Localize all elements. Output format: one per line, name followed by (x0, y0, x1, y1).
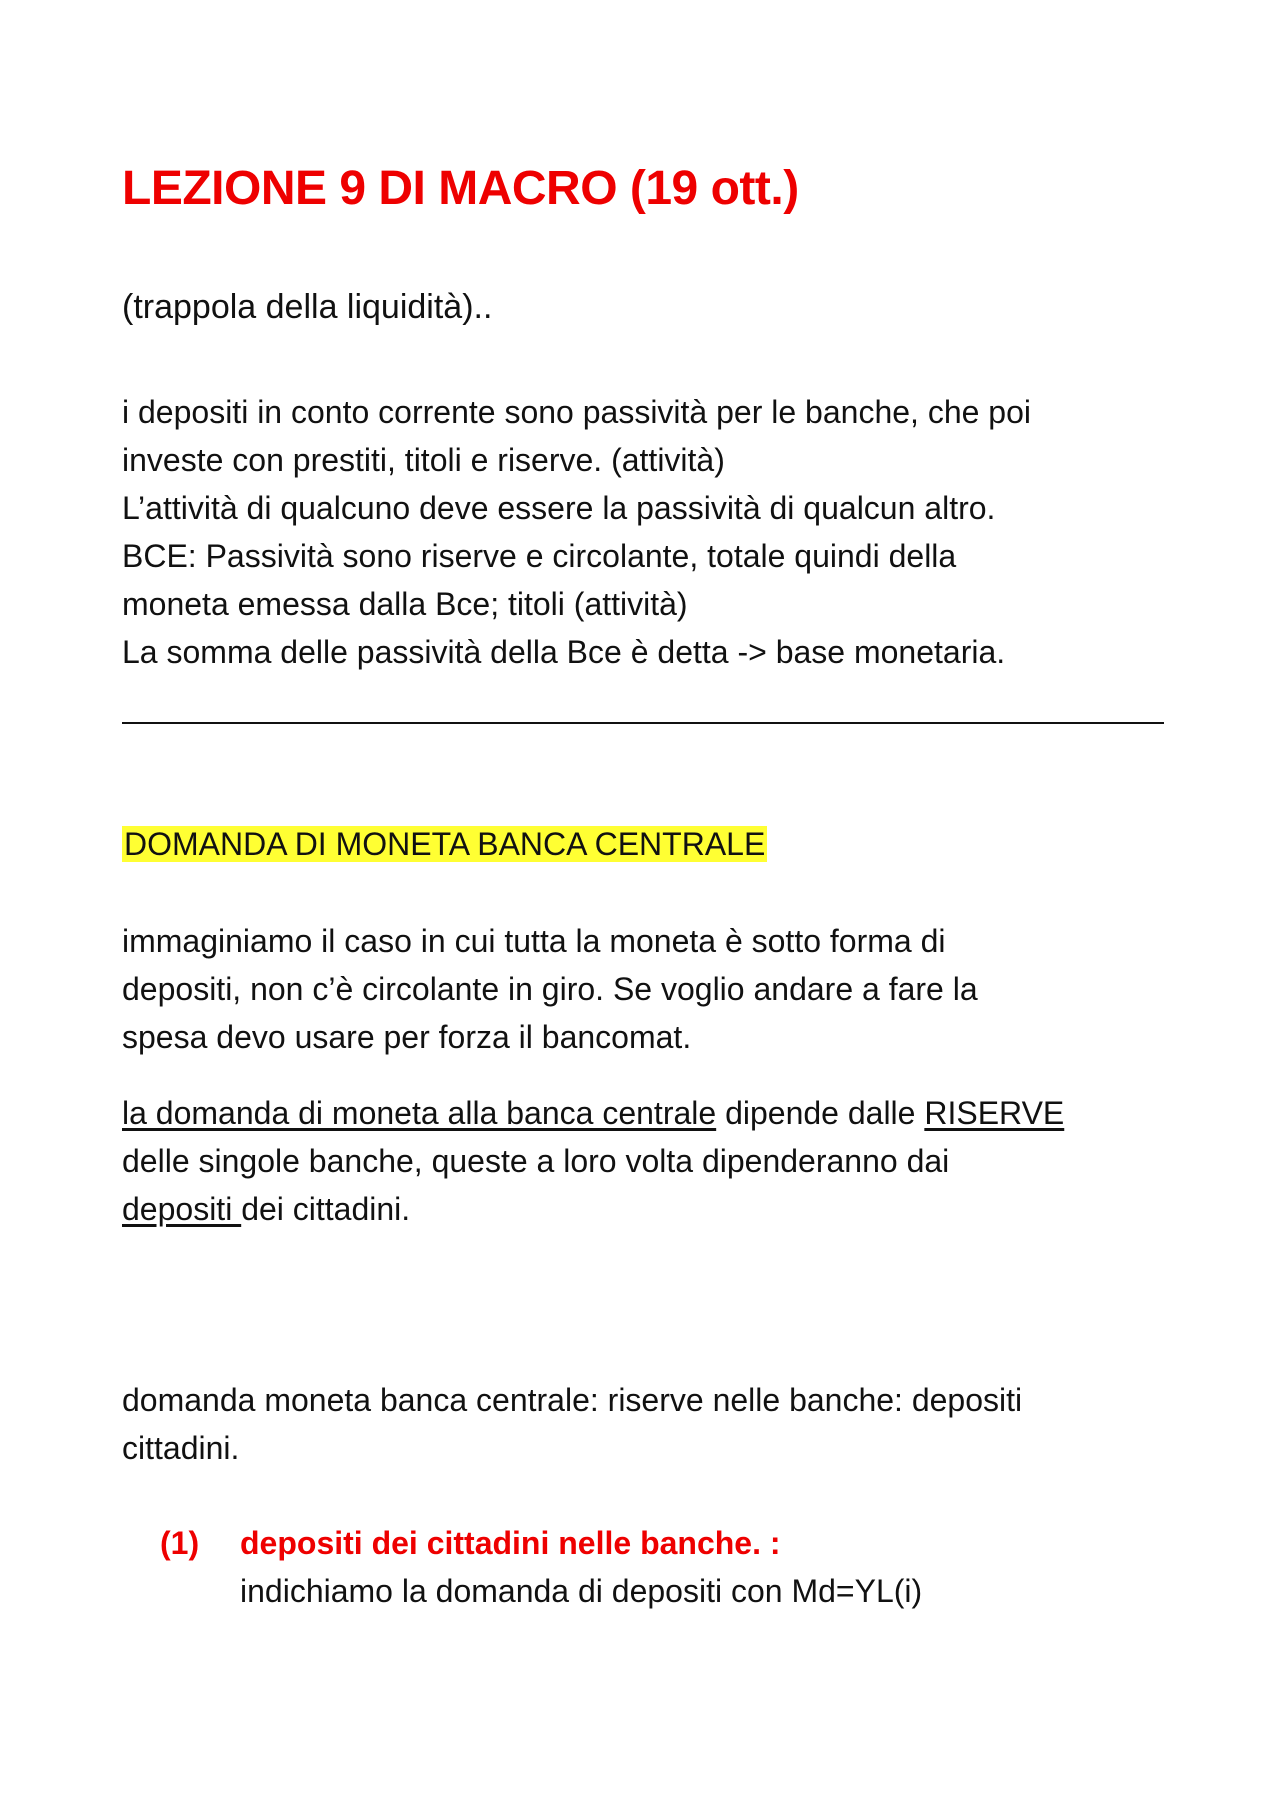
section-heading (122, 822, 767, 866)
list-number: (1) (160, 1525, 200, 1561)
paragraph-catena (122, 1376, 1182, 1472)
list-item (160, 1519, 922, 1615)
list-item-heading: depositi dei cittadini nelle banche. : (240, 1525, 781, 1561)
text-line: i depositi in conto corrente sono passività per le banche, che poi (122, 394, 1031, 430)
paragraph-immaginiamo (122, 917, 1182, 1061)
text-line: La somma delle passività della Bce è detta -> base monetaria. (122, 634, 1006, 670)
text-line: spesa devo usare per forza il bancomat. (122, 1019, 692, 1055)
text-line (122, 1185, 1182, 1233)
text-line: L’attività di qualcuno deve essere la passività di qualcun altro. (122, 490, 996, 526)
list-item-body: indichiamo la domanda di depositi con Md=YL(i) (240, 1573, 923, 1609)
plain-text: dipende dalle (716, 1095, 925, 1131)
underlined-text: RISERVE (924, 1095, 1065, 1131)
text-line: cittadini. (122, 1430, 240, 1466)
text-line: immaginiamo il caso in cui tutta la moneta è sotto forma di (122, 923, 946, 959)
plain-text: dei cittadini. (241, 1191, 411, 1227)
text-line: BCE: Passività sono riserve e circolante, totale quindi della (122, 538, 957, 574)
text-line: domanda moneta banca centrale: riserve nelle banche: depositi (122, 1382, 1023, 1418)
paragraph-domanda-moneta (122, 1089, 1182, 1233)
page-title: LEZIONE 9 DI MACRO (19 ott.) (122, 162, 799, 215)
highlighted-text: DOMANDA DI MONETA BANCA CENTRALE (124, 826, 766, 862)
subtitle: (trappola della liquidità).. (122, 288, 493, 326)
underlined-text: depositi (122, 1191, 242, 1227)
text-line (122, 1089, 1182, 1137)
text-line: delle singole banche, queste a loro volta dipenderanno dai (122, 1143, 950, 1179)
numbered-list (160, 1519, 922, 1615)
text-line: moneta emessa dalla Bce; titoli (attività) (122, 586, 688, 622)
underlined-text: la domanda di moneta alla banca centrale (122, 1095, 717, 1131)
horizontal-rule (122, 722, 1164, 724)
paragraph-passivita (122, 388, 1182, 676)
text-line: investe con prestiti, titoli e riserve. (attività) (122, 442, 725, 478)
text-line: depositi, non c’è circolante in giro. Se voglio andare a fare la (122, 971, 978, 1007)
